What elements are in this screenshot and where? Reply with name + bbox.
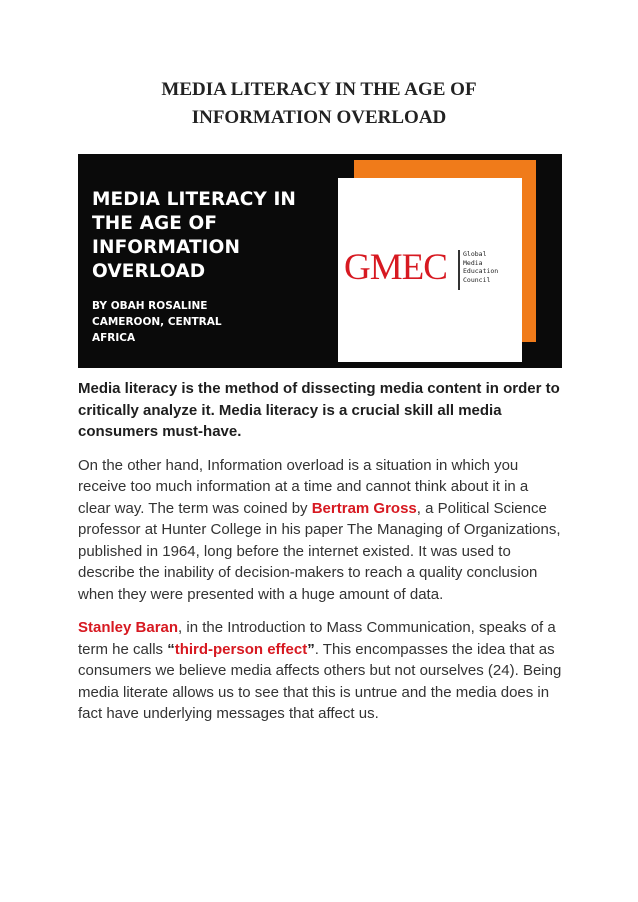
paragraph-text: , in the Introduction to Mass Communication, speaks of a term he calls [78, 619, 556, 658]
banner-title-line: MEDIA LITERACY IN [92, 189, 297, 210]
logo-sub-line: Media [463, 258, 483, 267]
third-person-effect-highlight: third-person effect [174, 640, 308, 658]
gmec-logo-text: GMEC [344, 247, 447, 288]
page-title [100, 76, 538, 132]
logo-divider [458, 250, 460, 290]
banner-author-line: AFRICA [92, 332, 136, 344]
paragraph-text: , a Political Science professor at Hunter College in his paper The Managing of Organizations, published in 1964, long before the internet existed. It was used to describe the inability of decision-makers to reach a quality conclusion when they were presented with a huge amount of data. [78, 499, 561, 603]
logo-sub-line: Global [463, 250, 487, 258]
paragraph-text: . This encompasses the idea that as consumers we believe media affects others but not ourselves (24). Being media literate allows us to see that this is untrue and the media does in fact have underlying messages that affect us. [78, 640, 562, 722]
banner-title-line: THE AGE OF INFORMATION [92, 213, 241, 258]
stanley-baran-highlight: Stanley Baran [78, 619, 179, 636]
banner-author-line: BY OBAH ROSALINE [92, 300, 208, 312]
article-banner-image [78, 154, 562, 368]
information-overload-paragraph [78, 455, 562, 606]
banner-author [92, 298, 292, 346]
article-body [78, 378, 562, 737]
third-person-effect-paragraph [78, 617, 562, 725]
page-title-line-2: INFORMATION OVERLOAD [191, 107, 447, 128]
paragraph-text: On the other hand, Information overload is a situation in which you receive too much information at a time and cannot think about it in a clear way. The term was coined by [78, 456, 529, 517]
intro-paragraph: Media literacy is the method of dissecting media content in order to critically analyze it. Media literacy is a crucial skill all media consumers must-have. [78, 380, 560, 440]
banner-title-line: OVERLOAD [92, 261, 206, 282]
banner-title [92, 188, 342, 284]
banner-author-line: CAMEROON, CENTRAL [92, 316, 222, 328]
open-quote: “ [167, 640, 175, 658]
page-title-line-1: MEDIA LITERACY IN THE AGE OF [161, 79, 477, 100]
gmec-logo-subtitle [463, 250, 519, 284]
logo-sub-line: Council [463, 275, 491, 284]
bertram-gross-highlight: Bertram Gross [311, 499, 417, 517]
logo-sub-line: Education [463, 267, 499, 275]
close-quote: ” [307, 640, 315, 658]
gmec-logo [338, 178, 522, 362]
